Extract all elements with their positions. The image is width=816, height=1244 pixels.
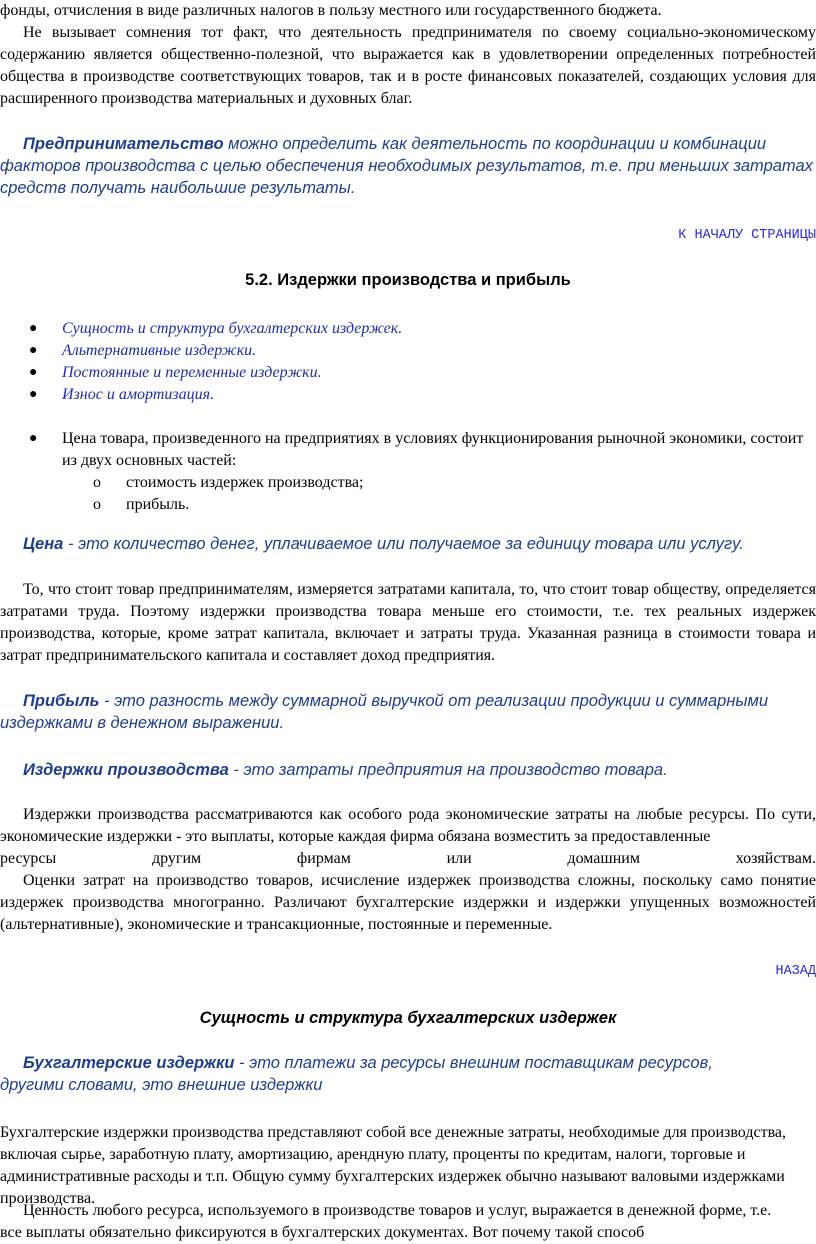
bullet-icon: ● [29,321,38,336]
paragraph-economic-costs-end: ресурсы другим фирмам или домашним хозяйствам. [0,850,816,867]
toc-link-accounting-costs[interactable]: Сущность и структура бухгалтерских издержек. [62,320,403,337]
definition-text: - это разность между суммарной выручкой от реализации продукции и суммарными издержками в денежном выражении. [0,692,769,732]
definition-term: Издержки производства [23,761,229,779]
paragraph-cost-vs-value: То, что стоит товар предпринимателям, измеряется затратами капитала, то, что стоит товар обществу, определяется затратами труда. Поэтому издержки производства товара меньше его стоимости, т.е. тех реальных издержек производства, которые, кроме затрат капитала, включает и затраты труда. Указанная разница в стоимости товара и затрат предпринимательского капитала и составляет доход предприятия. [0,581,816,664]
price-part-text: стоимость издержек производства; [126,474,364,491]
toc-link-fixed-variable-costs[interactable]: Постоянные и переменные издержки. [62,364,322,381]
definition-term: Цена [23,535,64,553]
paragraph-economic-costs: Издержки производства рассматриваются как особого рода экономические затраты на любые ресурсы. По сути, экономические издержки - это выплаты, которые каждая фирма обязана возместить за предоставленные [0,806,816,845]
definition-term: Прибыль [23,692,100,710]
definition-text: - это платежи за ресурсы внешним поставщикам ресурсов, другими словами, это внешние издержки [0,1054,713,1094]
paragraph-accounting-costs: Бухгалтерские издержки производства представляют собой все денежные затраты, необходимые для производства, включая сырье, заработную плату, амортизацию, арендную плату, проценты по кредитам, налоги, торговые и административные расходы и т.п. Общую сумму бухгалтерских издержек обычно называют валовыми издержками производства. [0,1124,787,1207]
paragraph-resource-value: Ценность любого ресурса, используемого в производстве товаров и услуг, выражается в денежной форме, т.е. все выплаты обязательно фиксируются в бухгалтерских документах. Вот почему такой способ [0,1202,772,1241]
toc-item [0,362,816,384]
toc-link-alternative-costs[interactable]: Альтернативные издержки. [62,342,257,359]
definition-entrepreneurship [0,133,816,199]
definition-text: - это затраты предприятия на производство товара. [228,761,668,779]
paragraph-cost-types: Оценки затрат на производство товаров, исчисление издержек производства сложны, поскольку само понятие издержек производства многогранно. Различают бухгалтерские издержки и издержки упущенных возможностей (альтернативные), экономические и трансакционные, постоянные и переменные. [0,872,816,933]
subsection-title: Сущность и структура бухгалтерских издержек [199,1009,617,1027]
bullet-icon: ● [29,431,38,446]
toc-item [0,384,816,406]
section-toc [0,318,816,406]
definition-accounting-costs [0,1052,780,1096]
price-bullet-item [0,428,816,472]
definition-term: Предпринимательство [23,135,224,153]
definition-production-costs [0,759,816,781]
toc-link-depreciation[interactable]: Износ и амортизация. [62,386,215,403]
toc-item [0,340,816,362]
back-to-top-link[interactable]: К НАЧАЛУ СТРАНИЦЫ [678,228,816,243]
definition-profit [0,690,816,734]
bullet-icon: ● [29,343,38,358]
definition-text: - это количество денег, уплачиваемое или получаемое за единицу товара или услугу. [63,535,744,553]
bullet-icon: ● [29,365,38,380]
paragraph-social-value: Не вызывает сомнения тот факт, что деятельность предпринимателя по своему социально-экономическому содержанию является общественно-полезной, что выражается как в удовлетворении определенных потребностей общества в производстве соответствующих товаров, так и в росте финансовых показателей, создающих условия для расширенного производства материальных и духовных благ. [0,24,816,107]
definition-price [0,533,816,555]
section-title: 5.2. Издержки производства и прибыль [245,271,571,289]
price-part-text: прибыль. [126,496,190,513]
toc-item [0,318,816,340]
price-part-item [0,494,816,516]
price-bullet-text: Цена товара, произведенного на предприятиях в условиях функционирования рыночной экономики, состоит из двух основных частей: [62,430,804,469]
definition-term: Бухгалтерские издержки [23,1054,235,1072]
paragraph-taxes: фонды, отчисления в виде различных налогов в пользу местного или государственного бюджета. [0,2,662,19]
back-link[interactable]: НАЗАД [775,964,816,979]
bullet-icon: ● [29,387,38,402]
circle-bullet-icon: o [93,496,101,513]
circle-bullet-icon: o [93,474,101,491]
price-part-item [0,472,816,494]
definition-text: можно определить как деятельность по координации и комбинации факторов производства с целью обеспечения необходимых результатов, т.е. при меньших затратах средств получать наибольшие результаты. [0,135,813,197]
